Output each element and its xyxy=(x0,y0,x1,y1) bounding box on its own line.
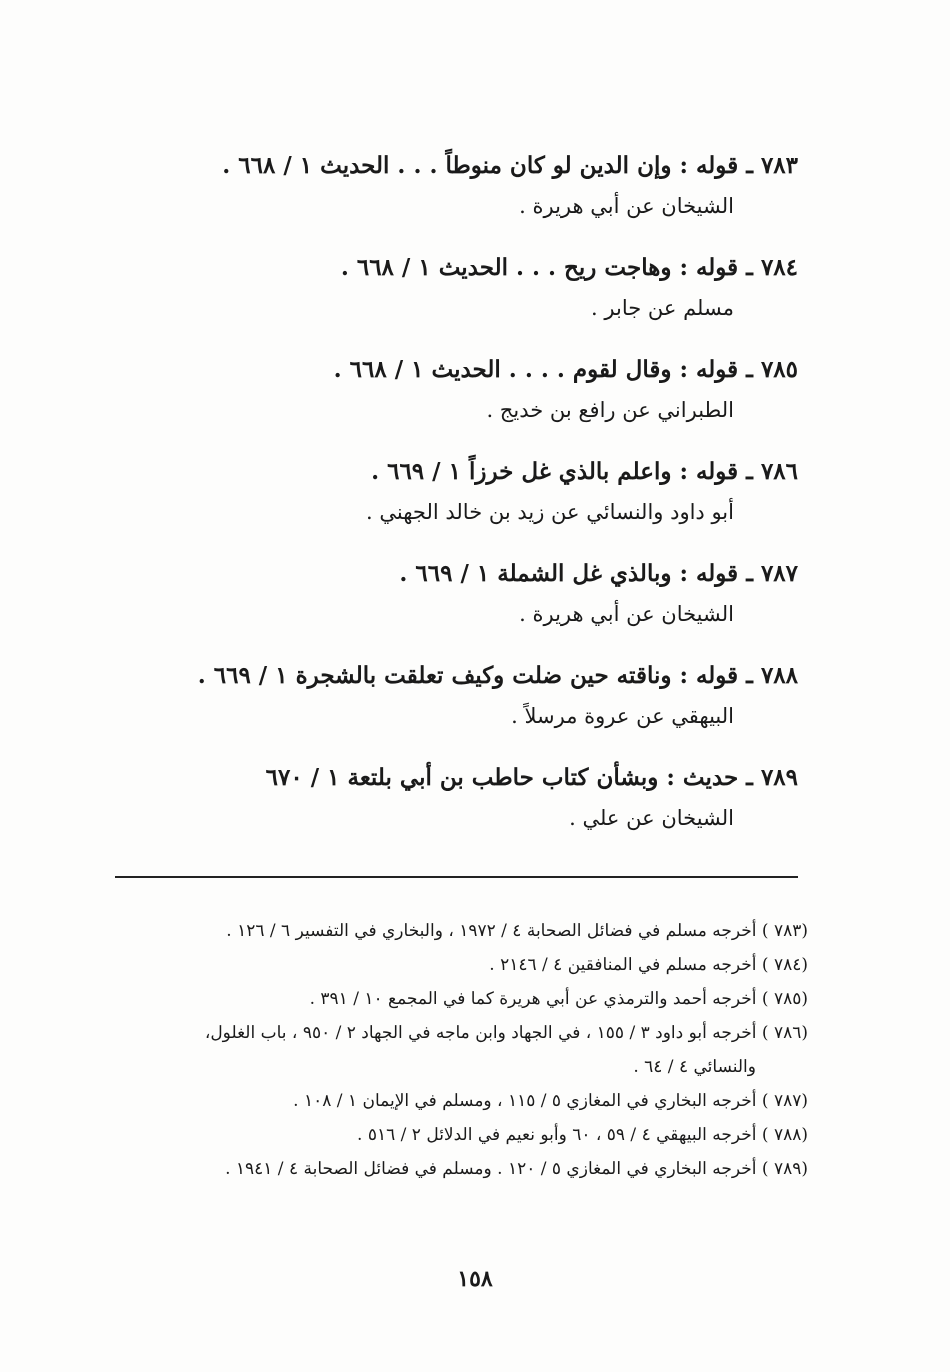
footnotes-section xyxy=(108,914,808,1186)
hadith-entry xyxy=(178,146,798,248)
footnote: (٧٨٣ ) أخرجه مسلم في فضائل الصحابة ٤ / ١٩٧٢ ، والبخاري في التفسير ٦ / ١٢٦ . xyxy=(226,921,808,941)
footnote: (٧٨٦ ) أخرجه أبو داود ٣ / ١٥٥ ، في الجهاد وابن ماجه في الجهاد ٢ / ٩٥٠ ، باب الغلول، xyxy=(204,1023,808,1043)
footnote: (٧٨٧ ) أخرجه البخاري في المغازي ٥ / ١١٥ ، ومسلم في الإيمان ١ / ١٠٨ . xyxy=(293,1091,808,1111)
hadith-entry xyxy=(178,452,798,554)
hadith-entries-list xyxy=(178,146,798,860)
entry-source: الطبراني عن رافع بن خديج . xyxy=(486,398,734,422)
footnote-continuation: والنسائي ٤ / ٦٤ . xyxy=(633,1057,756,1077)
hadith-entry xyxy=(178,656,798,758)
footnote-divider xyxy=(115,876,798,878)
entry-heading: ٧٨٤ ـ قوله : وهاجت ريح . . . الحديث ١ / ٦٦٨ . xyxy=(340,254,798,281)
entry-heading: ٧٨٣ ـ قوله : وإن الدين لو كان منوطاً . . . الحديث ١ / ٦٦٨ . xyxy=(222,152,798,179)
page-number: ١٥٨ xyxy=(457,1266,493,1292)
entry-source: مسلم عن جابر . xyxy=(591,296,734,320)
entry-source: البيهقي عن عروة مرسلاً . xyxy=(511,704,734,728)
hadith-entry xyxy=(178,554,798,656)
footnote: (٧٨٨ ) أخرجه البيهقي ٤ / ٥٩ ، ٦٠ وأبو نعيم في الدلائل ٢ / ٥١٦ . xyxy=(357,1125,808,1145)
footnote: (٧٨٩ ) أخرجه البخاري في المغازي ٥ / ١٢٠ . ومسلم في فضائل الصحابة ٤ / ١٩٤١ . xyxy=(225,1159,808,1179)
entry-source: أبو داود والنسائي عن زيد بن خالد الجهني . xyxy=(366,500,734,524)
hadith-entry xyxy=(178,758,798,860)
entry-source: الشيخان عن علي . xyxy=(569,806,734,830)
entry-source: الشيخان عن أبي هريرة . xyxy=(519,602,734,626)
entry-heading: ٧٨٥ ـ قوله : وقال لقوم . . . . الحديث ١ / ٦٦٨ . xyxy=(333,356,798,383)
entry-source: الشيخان عن أبي هريرة . xyxy=(519,194,734,218)
footnote: (٧٨٤ ) أخرجه مسلم في المنافقين ٤ / ٢١٤٦ . xyxy=(489,955,808,975)
hadith-entry xyxy=(178,350,798,452)
entry-heading: ٧٨٧ ـ قوله : وبالذي غل الشملة ١ / ٦٦٩ . xyxy=(399,560,798,587)
footnote: (٧٨٥ ) أخرجه أحمد والترمذي عن أبي هريرة كما في المجمع ١٠ / ٣٩١ . xyxy=(309,989,808,1009)
hadith-entry xyxy=(178,248,798,350)
entry-heading: ٧٨٩ ـ حديث : وبشأن كتاب حاطب بن أبي بلتعة ١ / ٦٧٠ xyxy=(265,764,798,791)
entry-heading: ٧٨٦ ـ قوله : واعلم بالذي غل خرزاً ١ / ٦٦٩ . xyxy=(371,458,798,485)
entry-heading: ٧٨٨ ـ قوله : وناقته حين ضلت وكيف تعلقت بالشجرة ١ / ٦٦٩ . xyxy=(197,662,798,689)
